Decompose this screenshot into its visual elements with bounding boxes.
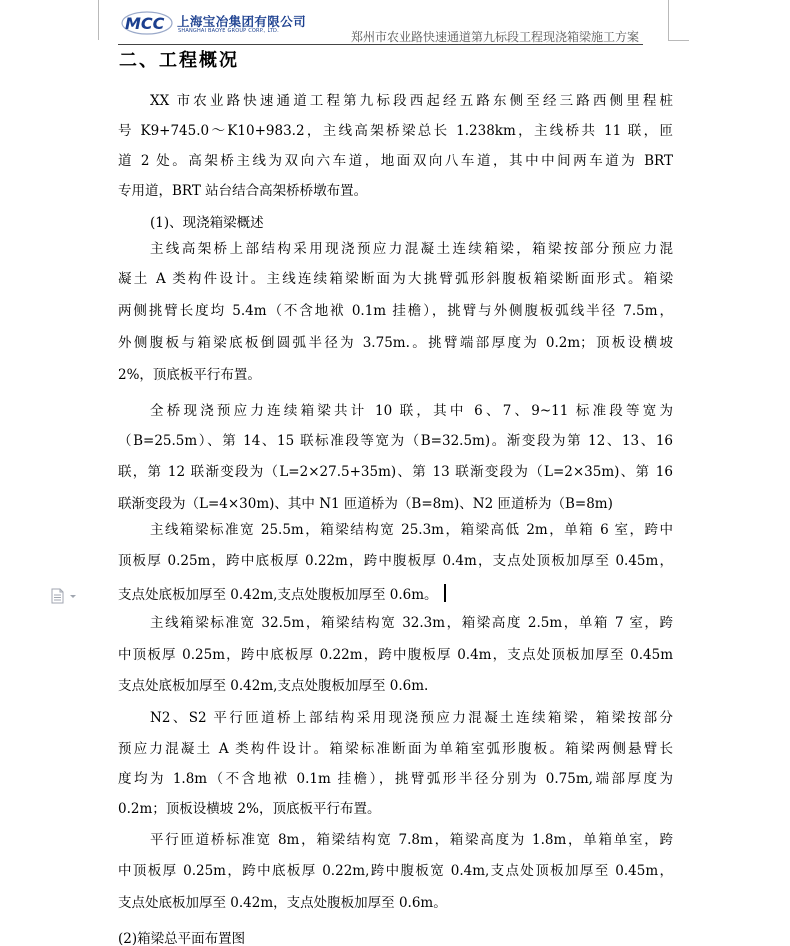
document-icon[interactable] [50, 588, 78, 604]
company-logo [121, 10, 321, 36]
subsection-heading: (2)箱梁总平面布置图 [118, 931, 246, 946]
page-corner-mark-left [98, 0, 99, 40]
paragraph-line: 号 K9+745.0～K10+983.2，主线高架桥梁总长 1.238km，主线桥共 11 联，匝 [118, 123, 673, 139]
paragraph-line: 0.2m；顶板设横坡 2%，顶底板平行布置。 [118, 801, 381, 817]
paragraph-line: XX 市农业路快速通道工程第九标段西起经五路东侧至经三路西侧里程桩 [150, 93, 673, 109]
paragraph-line: 主线箱梁标准宽 32.5m，箱梁结构宽 32.3m，箱梁高度 2.5m，单箱 7 室，跨 [150, 615, 673, 631]
paragraph-line: 中顶板厚 0.25m，跨中底板厚 0.22m，跨中腹板厚 0.4m，支点处顶板加厚至 0.45m [118, 647, 673, 663]
text-cursor [444, 584, 446, 602]
paragraph-line: 顶板厚 0.25m，跨中底板厚 0.22m，跨中腹板厚 0.4m，支点处顶板加厚至 0.45m， [118, 553, 673, 569]
chevron-down-icon [70, 595, 76, 598]
paragraph-line: 支点处底板加厚至 0.42m，支点处腹板加厚至 0.6m。 [118, 895, 447, 911]
paragraph-line: 支点处底板加厚至 0.42m,支点处腹板加厚至 0.6m. [118, 678, 429, 694]
paragraph-line: 主线箱梁标准宽 25.5m，箱梁结构宽 25.3m，箱梁高低 2m，单箱 6 室，跨中 [150, 522, 673, 538]
paragraph-line: 联渐变段为（L=4×30m)、其中 N1 匝道桥为（B=8m)、N2 匝道桥为（B=8m) [118, 496, 613, 512]
paragraph-line-text: 支点处底板加厚至 0.42m,支点处腹板加厚至 0.6m。 [118, 587, 438, 603]
paragraph-line: 外侧腹板与箱梁底板倒圆弧半径为 3.75m.。挑臂端部厚度为 0.2m；顶板设横坡 [118, 335, 673, 351]
paragraph-line: 主线高架桥上部结构采用现浇预应力混凝土连续箱梁，箱梁按部分预应力混 [150, 241, 673, 257]
page-header [118, 4, 643, 45]
paragraph-line: （B=25.5m）、第 14、15 联标准段等宽为（B=32.5m)。渐变段为第 12、13、16 [118, 433, 673, 449]
paragraph-line: 道 2 处。高架桥主线为双向六车道，地面双向八车道，其中中间两车道为 BRT [118, 153, 673, 169]
paragraph-line: 度均为 1.8m（不含地袱 0.1m 挂檐），挑臂弧形半径分别为 0.75m,端部厚度为 [118, 771, 673, 787]
paragraph-line [118, 584, 673, 604]
paragraph-line: 中顶板厚 0.25m，跨中底板厚 0.22m,跨中腹板宽 0.4m,支点处顶板加厚至 0.45m， [118, 863, 673, 879]
document-header-title: 郑州市农业路快速通道第九标段工程现浇箱梁施工方案 [350, 30, 639, 44]
logo-chinese-name: 上海宝冶集团有限公司 [177, 14, 307, 29]
paragraph-line: 平行匝道桥标准宽 8m，箱梁结构宽 7.8m，箱梁高度为 1.8m，单箱单室，跨 [150, 832, 673, 848]
paragraph-line: 凝土 A 类构件设计。主线连续箱梁断面为大挑臂弧形斜腹板箱梁断面形式。箱梁 [118, 271, 673, 287]
paragraph-line: 预应力混凝土 A 类构件设计。箱梁标准断面为单箱室弧形腹板。箱梁两侧悬臂长 [118, 741, 673, 757]
logo-english-name: SHANGHAI BAOYE GROUP CORP., LTD. [178, 28, 279, 34]
paragraph-line: 联，第 12 联渐变段为（L=2×27.5+35m)、第 13 联渐变段为（L=2×35m)、第 16 [118, 464, 673, 480]
mcc-logo-icon [121, 10, 173, 36]
section-title: 二、工程概况 [119, 50, 239, 71]
svg-text:MCC: MCC [125, 14, 165, 33]
page-corner-mark-right [668, 0, 689, 41]
paragraph-line: 全桥现浇预应力连续箱梁共计 10 联，其中 6、7、9~11 标准段等宽为 [150, 403, 673, 419]
subsection-heading: (1)、现浇箱梁概述 [150, 215, 264, 231]
paragraph-line: 专用道，BRT 站台结合高架桥桥墩布置。 [118, 183, 368, 199]
paragraph-line: 2%，顶底板平行布置。 [118, 367, 261, 383]
paragraph-line: 两侧挑臂长度均 5.4m（不含地袱 0.1m 挂檐），挑臂与外侧腹板弧线半径 7.5m， [118, 303, 673, 319]
paragraph-line: N2、S2 平行匝道桥上部结构采用现浇预应力混凝土连续箱梁，箱梁按部分 [150, 710, 673, 726]
